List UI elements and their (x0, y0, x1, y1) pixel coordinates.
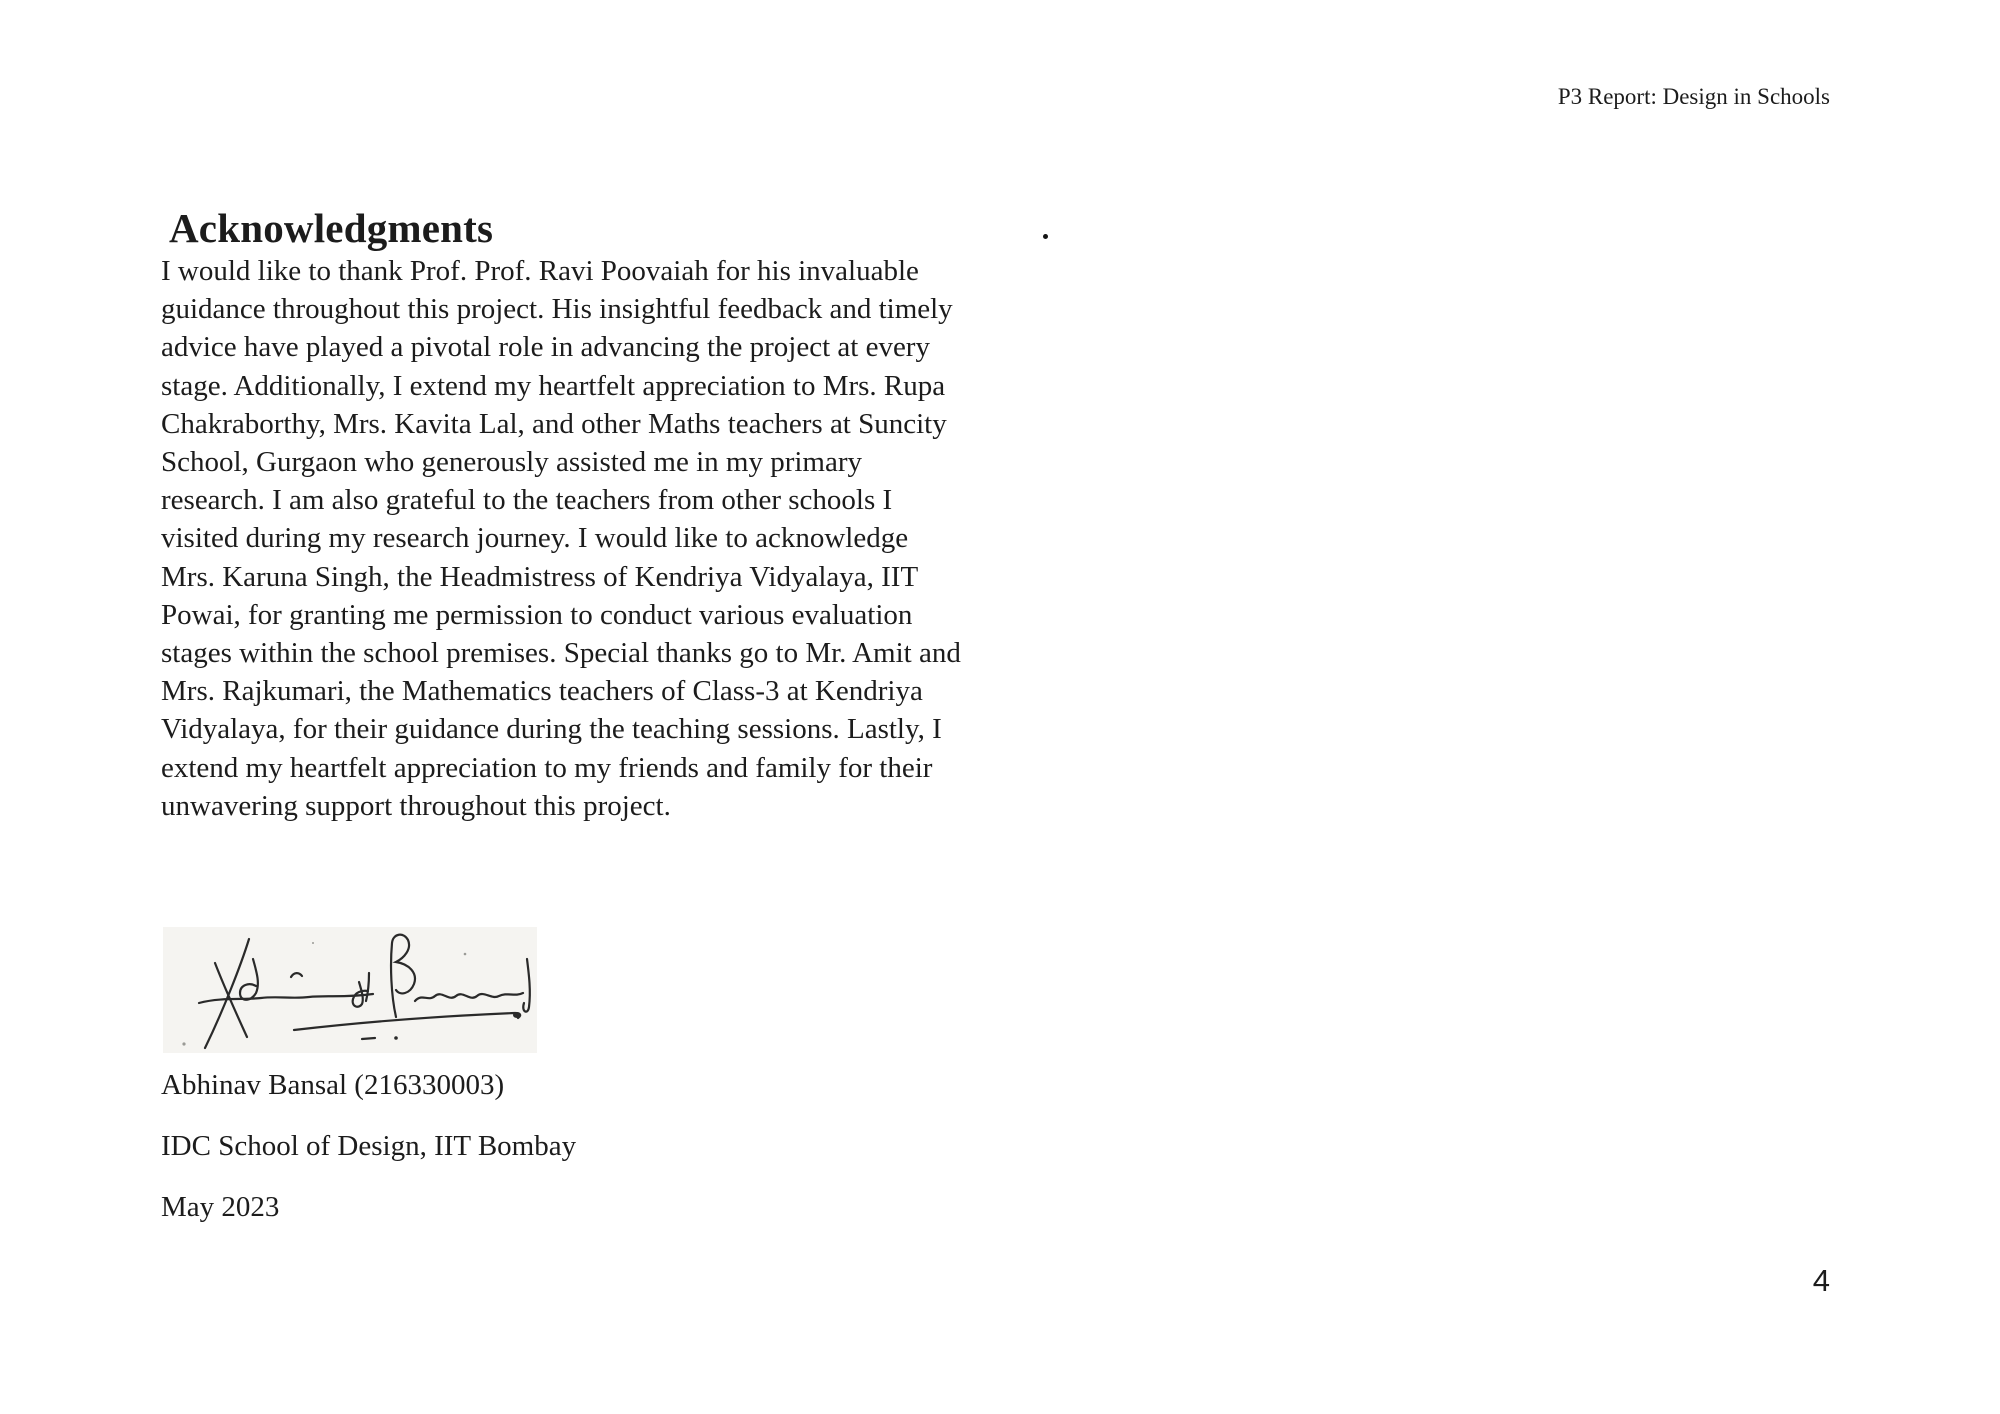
paragraph-line: guidance throughout this project. His insightful feedback and timely (161, 293, 953, 326)
paragraph-line: Vidyalaya, for their guidance during the teaching sessions. Lastly, I (161, 713, 942, 746)
paragraph-line: Powai, for granting me permission to conduct various evaluation (161, 598, 913, 631)
paragraph-line: Chakraborthy, Mrs. Kavita Lal, and other Maths teachers at Suncity (161, 407, 947, 440)
page-number: 4 (1812, 1263, 1830, 1298)
paragraph-line: visited during my research journey. I would like to acknowledge (161, 522, 909, 555)
paragraph-line: advice have played a pivotal role in advancing the project at every (161, 331, 930, 364)
signature-image (163, 927, 537, 1053)
running-header: P3 Report: Design in Schools (1557, 84, 1830, 109)
paragraph-line: Mrs. Karuna Singh, the Headmistress of Kendriya Vidyalaya, IIT (161, 560, 919, 593)
date-line: May 2023 (161, 1191, 280, 1223)
paragraph-line: School, Gurgaon who generously assisted me in my primary (161, 446, 862, 479)
paragraph-line: stage. Additionally, I extend my heartfelt appreciation to Mrs. Rupa (161, 369, 946, 402)
affiliation-line: IDC School of Design, IIT Bombay (161, 1130, 577, 1162)
paragraph-line: Mrs. Rajkumari, the Mathematics teachers of Class-3 at Kendriya (161, 675, 923, 708)
handwritten-signature-drawing (163, 927, 537, 1053)
acknowledgments-paragraph (161, 252, 981, 825)
stray-period-mark (1043, 234, 1048, 239)
paragraph-line: I would like to thank Prof. Prof. Ravi Poovaiah for his invaluable (161, 255, 919, 287)
paragraph-line: extend my heartfelt appreciation to my friends and family for their (161, 751, 933, 784)
author-name-line: Abhinav Bansal (216330003) (161, 1069, 505, 1101)
page-title: Acknowledgments (169, 205, 494, 252)
paragraph-line: stages within the school premises. Special thanks go to Mr. Amit and (161, 637, 961, 670)
author-details (161, 1066, 576, 1249)
paragraph-line: research. I am also grateful to the teachers from other schools I (161, 484, 893, 517)
paragraph-line: unwavering support throughout this project. (161, 789, 671, 822)
